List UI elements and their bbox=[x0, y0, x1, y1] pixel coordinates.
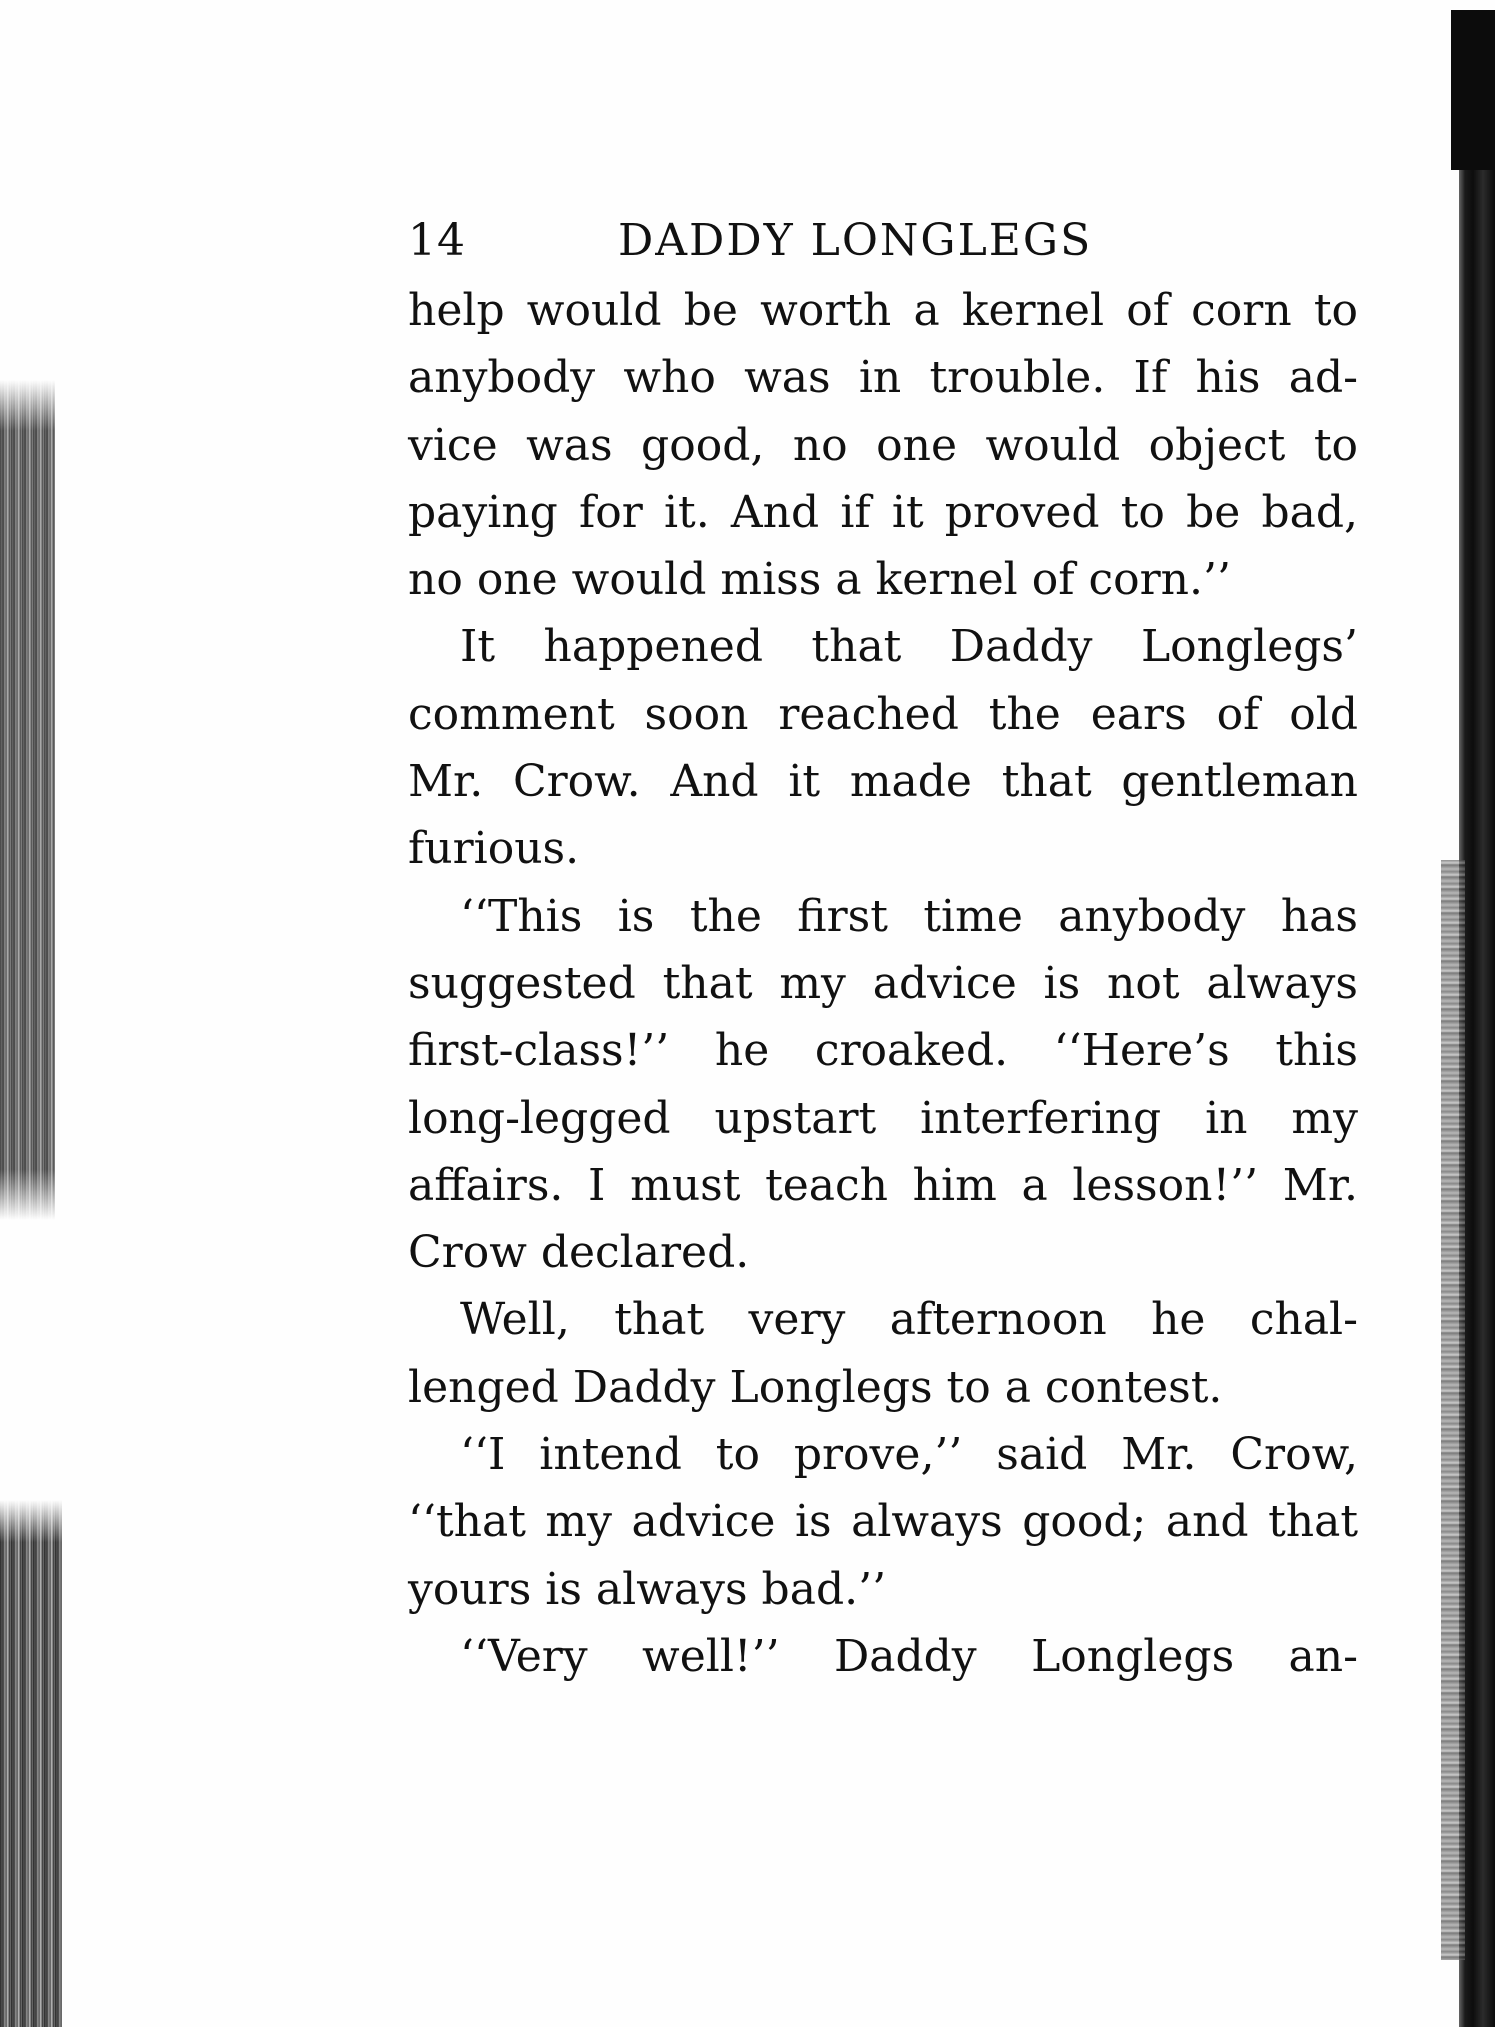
text-line: It happened that Daddy Longlegs’ bbox=[460, 621, 1358, 673]
text-line: yours is always bad.’’ bbox=[408, 1563, 887, 1615]
text-line: ‘‘Very well!’’ Daddy Longlegs an- bbox=[460, 1630, 1358, 1682]
text-line: suggested that my advice is not always bbox=[408, 957, 1358, 1009]
page-number: 14 bbox=[408, 215, 466, 266]
book-title: DADDY LONGLEGS bbox=[618, 215, 1093, 266]
text-line: long-legged upstart interfering in my bbox=[408, 1092, 1358, 1144]
text-line: Well, that very afternoon he chal- bbox=[460, 1294, 1358, 1346]
text-line: Mr. Crow. And it made that gentleman bbox=[408, 756, 1358, 808]
page-edge-noise-right bbox=[1441, 860, 1465, 1960]
text-line: ‘‘I intend to prove,’’ said Mr. Crow, bbox=[460, 1429, 1358, 1481]
text-line: affairs. I must teach him a lesson!’’ Mr. bbox=[408, 1159, 1358, 1211]
text-line: no one would miss a kernel of corn.’’ bbox=[408, 554, 1231, 606]
binding-shadow-left-bottom bbox=[0, 1500, 62, 2027]
text-line: Crow declared. bbox=[408, 1227, 750, 1279]
text-line: paying for it. And if it proved to be bad, bbox=[408, 486, 1358, 538]
text-block bbox=[408, 205, 1358, 1690]
page-edge-shadow-right-top bbox=[1451, 10, 1495, 170]
text-line: anybody who was in trouble. If his ad- bbox=[408, 352, 1358, 404]
text-line: comment soon reached the ears of old bbox=[408, 688, 1358, 740]
text-line: ‘‘that my advice is always good; and that bbox=[408, 1496, 1358, 1548]
text-line: first-class!’’ he croaked. ‘‘Here’s this bbox=[408, 1025, 1358, 1077]
text-line: furious. bbox=[408, 823, 580, 875]
binding-shadow-left-top bbox=[0, 380, 55, 1220]
body-text bbox=[408, 277, 1358, 1690]
text-line: vice was good, no one would object to bbox=[408, 419, 1358, 471]
text-line: help would be worth a kernel of corn to bbox=[408, 285, 1358, 336]
running-head bbox=[408, 205, 1358, 277]
text-line: lenged Daddy Longlegs to a contest. bbox=[408, 1361, 1223, 1413]
text-line: ‘‘This is the first time anybody has bbox=[460, 890, 1358, 942]
